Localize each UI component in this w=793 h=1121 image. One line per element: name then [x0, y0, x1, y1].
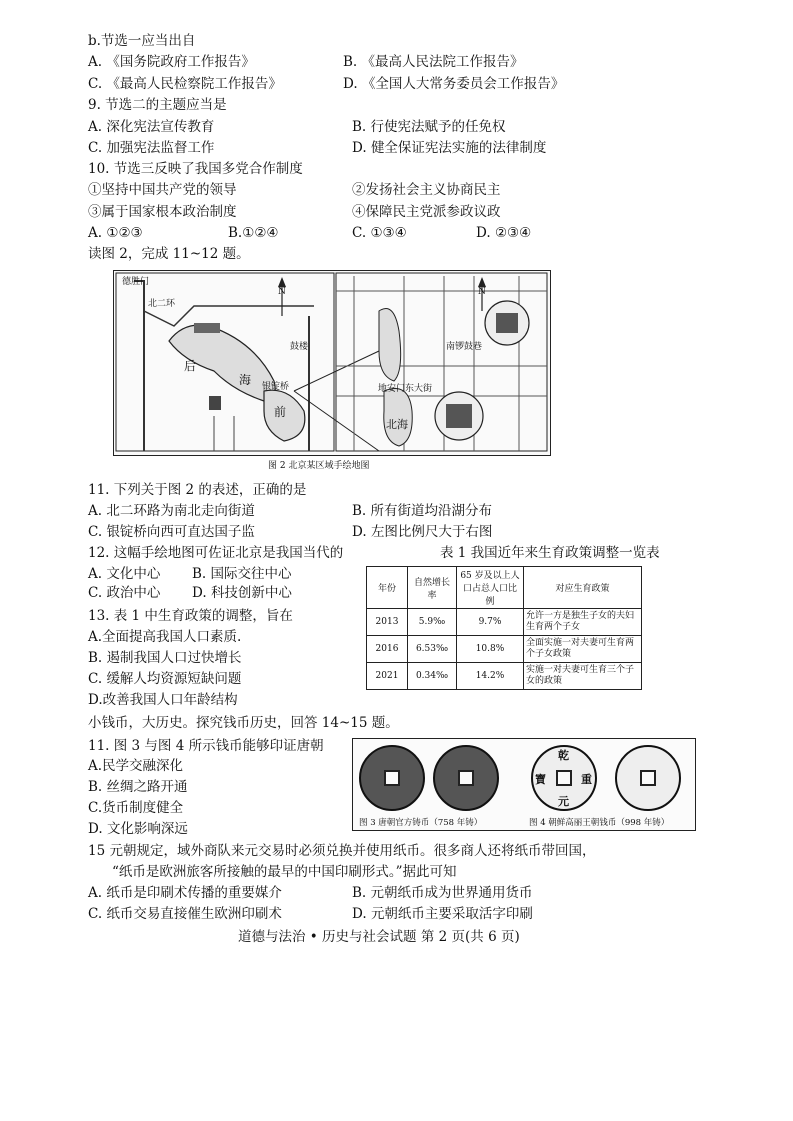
map-north-right: N — [478, 287, 486, 297]
table-cell: 14.2% — [457, 663, 524, 690]
q8-option-d: D. 《全国人大常务委员会工作报告》 — [343, 76, 565, 92]
q10-option-b: B.①②④ — [228, 225, 279, 241]
map-label-beierhuan: 北二环 — [148, 299, 176, 309]
coin-image — [433, 745, 499, 811]
table1-title: 表 1 我国近年来生育政策调整一览表 — [440, 545, 660, 561]
table-cell: 2016 — [367, 636, 408, 663]
q10-stem: 10. 节选三反映了我国多党合作制度 — [88, 161, 303, 177]
q15-stem-line1: 15 元朝规定，域外商队来元交易时必须兑换并使用纸币。很多商人还将纸币带回国， — [88, 843, 596, 859]
table-cell: 5.9‰ — [408, 609, 457, 636]
q12-option-d: D. 科技创新中心 — [192, 585, 292, 601]
q15-option-a: A. 纸币是印刷术传播的重要媒介 — [88, 885, 282, 901]
hand-drawn-map — [113, 270, 551, 456]
map-label-beihai: 北海 — [386, 418, 408, 431]
map-caption: 图 2 北京某区域手绘地图 — [268, 461, 370, 471]
q15-option-d: D. 元朝纸币主要采取活字印刷 — [352, 906, 533, 922]
map-label-nanluoguxiang: 南锣鼓巷 — [446, 342, 483, 352]
map-label-yindingqiao: 银锭桥 — [262, 382, 290, 392]
q11-option-d: D. 左图比例尺大于右图 — [352, 524, 493, 540]
table-cell: 2013 — [367, 609, 408, 636]
table-cell: 全面实施一对夫妻可生育两个子女政策 — [524, 636, 642, 663]
table-header: 65 岁及以上人口占总人口比例 — [457, 567, 524, 609]
q14-option-b: B. 丝绸之路开通 — [88, 779, 188, 795]
q8-option-b: B. 《最高人民法院工作报告》 — [343, 54, 524, 70]
q14-stem: 11. 图 3 与图 4 所示钱币能够印证唐朝 — [88, 738, 324, 754]
coin-glyph: 乾 — [558, 749, 569, 762]
q10-item-3: ③属于国家根本政治制度 — [88, 204, 237, 220]
table-cell: 9.7% — [457, 609, 524, 636]
table-header: 年份 — [367, 567, 408, 609]
q15-stem-line2: “纸币是欧洲旅客所接触的最早的中国印刷形式。”据此可知 — [112, 864, 457, 880]
q14-option-d: D. 文化影响深远 — [88, 821, 188, 837]
map-label-hai: 海 — [239, 373, 252, 387]
q11-option-c: C. 银锭桥向西可直达国子监 — [88, 524, 255, 540]
table-header: 自然增长率 — [408, 567, 457, 609]
q15-option-c: C. 纸币交易直接催生欧洲印刷术 — [88, 906, 282, 922]
q9-option-d: D. 健全保证宪法实施的法律制度 — [352, 140, 547, 156]
map-north-left: N — [278, 287, 286, 297]
q10-item-2: ②发扬社会主义协商民主 — [352, 182, 501, 198]
q9-option-c: C. 加强宪法监督工作 — [88, 140, 215, 156]
coin-image — [359, 745, 425, 811]
map-label-gulou: 鼓楼 — [290, 342, 309, 352]
q14-option-c: C.货币制度健全 — [88, 800, 184, 816]
coin-caption-3: 图 3 唐朝官方铸币（758 年铸） — [359, 818, 483, 828]
q13-option-a: A.全面提高我国人口素质. — [88, 629, 242, 645]
table-row — [367, 636, 642, 663]
q10-option-d: D. ②③④ — [476, 225, 532, 241]
coin-glyph: 寶 — [535, 773, 546, 786]
q13-option-b: B. 遏制我国人口过快增长 — [88, 650, 242, 666]
table-row — [367, 663, 642, 690]
table-cell: 允许一方是独生子女的夫妇生育两个子女 — [524, 609, 642, 636]
q11-stem: 11. 下列关于图 2 的表述，正确的是 — [88, 482, 307, 498]
q15-option-b: B. 元朝纸币成为世界通用货币 — [352, 885, 533, 901]
q10-option-c: C. ①③④ — [352, 225, 407, 241]
coin-section-intro: 小钱币，大历史。探究钱币历史，回答 14~15 题。 — [88, 715, 399, 731]
map-label-qian: 前 — [274, 405, 287, 419]
q12-option-b: B. 国际交往中心 — [192, 566, 292, 582]
table-cell: 实施一对夫妻可生育三个子女的政策 — [524, 663, 642, 690]
page-footer: 道德与法治 • 历史与社会试题 第 2 页(共 6 页) — [238, 929, 520, 945]
q10-option-a: A. ①②③ — [88, 225, 143, 241]
q8-stem-tail: b.节选一应当出自 — [88, 33, 196, 49]
map-drawing — [114, 271, 549, 454]
table-row — [367, 609, 642, 636]
table-header-row — [367, 567, 642, 609]
birth-policy-table — [366, 566, 642, 690]
table-header: 对应生育政策 — [524, 567, 642, 609]
q8-option-c: C. 《最高人民检察院工作报告》 — [88, 76, 282, 92]
q8-option-a: A. 《国务院政府工作报告》 — [88, 54, 255, 70]
q12-option-a: A. 文化中心 — [88, 566, 161, 582]
table-cell: 0.34‰ — [408, 663, 457, 690]
coins-figure — [352, 738, 696, 831]
q10-item-4: ④保障民主党派参政议政 — [352, 204, 501, 220]
q9-option-a: A. 深化宪法宣传教育 — [88, 119, 215, 135]
map-label-deshengmen: 德胜门 — [122, 277, 150, 287]
table-cell: 2021 — [367, 663, 408, 690]
q9-option-b: B. 行使宪法赋予的任免权 — [352, 119, 506, 135]
coin-glyph: 重 — [581, 773, 592, 786]
coin-glyph: 元 — [558, 795, 569, 808]
q9-stem: 9. 节选二的主题应当是 — [88, 97, 227, 113]
q12-stem: 12. 这幅手绘地图可佐证北京是我国当代的 — [88, 545, 344, 561]
q13-option-d: D.改善我国人口年龄结构 — [88, 692, 238, 708]
coin-image — [615, 745, 681, 811]
q14-option-a: A.民学交融深化 — [88, 758, 184, 774]
table-cell: 6.53‰ — [408, 636, 457, 663]
q13-option-c: C. 缓解人均资源短缺问题 — [88, 671, 242, 687]
map-label-dianmen: 地安门东大街 — [378, 384, 433, 394]
q11-option-b: B. 所有街道均沿湖分布 — [352, 503, 493, 519]
q13-stem: 13. 表 1 中生育政策的调整，旨在 — [88, 608, 293, 624]
map-instruction: 读图 2，完成 11~12 题。 — [88, 246, 250, 262]
coin-caption-4: 图 4 朝鲜高丽王朝钱币（998 年铸） — [529, 818, 670, 828]
q11-option-a: A. 北二环路为南北走向街道 — [88, 503, 255, 519]
q12-option-c: C. 政治中心 — [88, 585, 161, 601]
q10-item-1: ①坚持中国共产党的领导 — [88, 182, 237, 198]
table-cell: 10.8% — [457, 636, 524, 663]
map-label-hou: 后 — [184, 359, 197, 373]
